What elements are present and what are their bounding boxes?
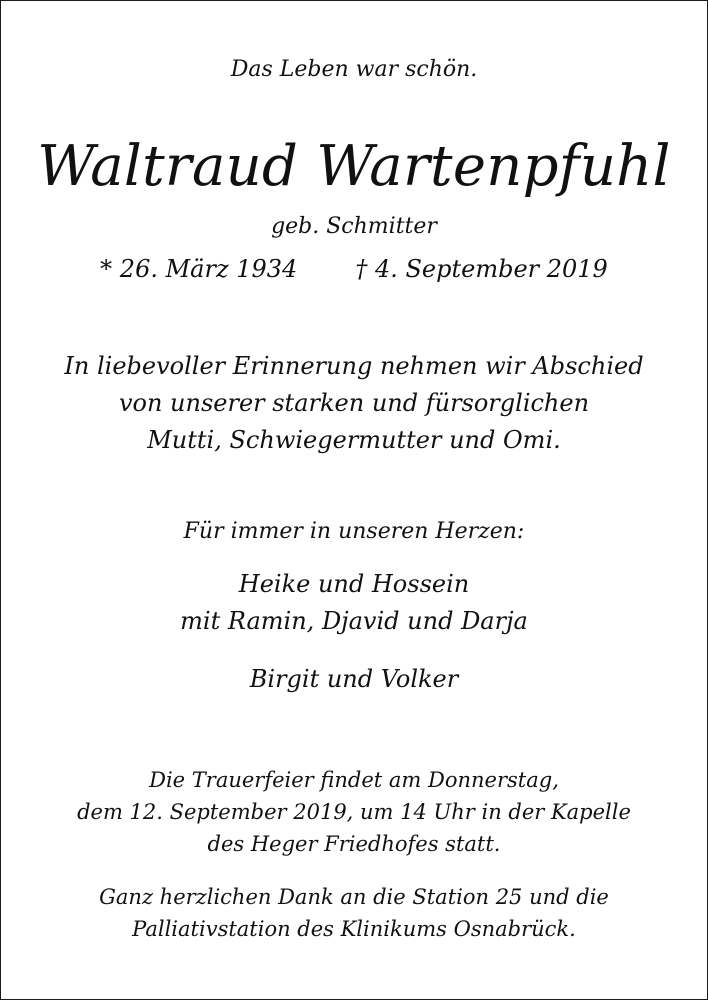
service-line: des Heger Friedhofes statt.: [207, 832, 501, 856]
family-line: Heike und Hossein: [238, 570, 470, 598]
life-dates: [1, 255, 707, 283]
family-group-1: [1, 566, 707, 640]
tribute-line: Mutti, Schwiegermutter und Omi.: [147, 426, 561, 454]
thanks-line: Palliativstation des Klinikums Osnabrück.: [132, 917, 576, 941]
thanks-line: Ganz herzlichen Dank an die Station 25 und die: [99, 885, 609, 909]
birth-date: * 26. März 1934: [100, 255, 298, 283]
service-line: Die Trauerfeier findet am Donnerstag,: [149, 768, 559, 792]
death-date: † 4. September 2019: [355, 255, 608, 283]
tribute-text: [1, 348, 707, 459]
family-group-2: Birgit und Volker: [249, 665, 459, 693]
forever-line: Für immer in unseren Herzen:: [183, 519, 525, 544]
tribute-line: In liebevoller Erinnerung nehmen wir Abschied: [64, 352, 644, 380]
birth-name: geb. Schmitter: [271, 214, 437, 239]
service-line: dem 12. September 2019, um 14 Uhr in der Kapelle: [77, 800, 631, 824]
motto: Das Leben war schön.: [230, 57, 478, 82]
funeral-service-info: [1, 764, 707, 860]
family-line: mit Ramin, Djavid und Darja: [180, 607, 528, 635]
deceased-name: Waltraud Wartenpfuhl: [37, 134, 671, 199]
thanks-note: [1, 881, 707, 945]
tribute-line: von unserer starken und fürsorglichen: [118, 389, 590, 417]
